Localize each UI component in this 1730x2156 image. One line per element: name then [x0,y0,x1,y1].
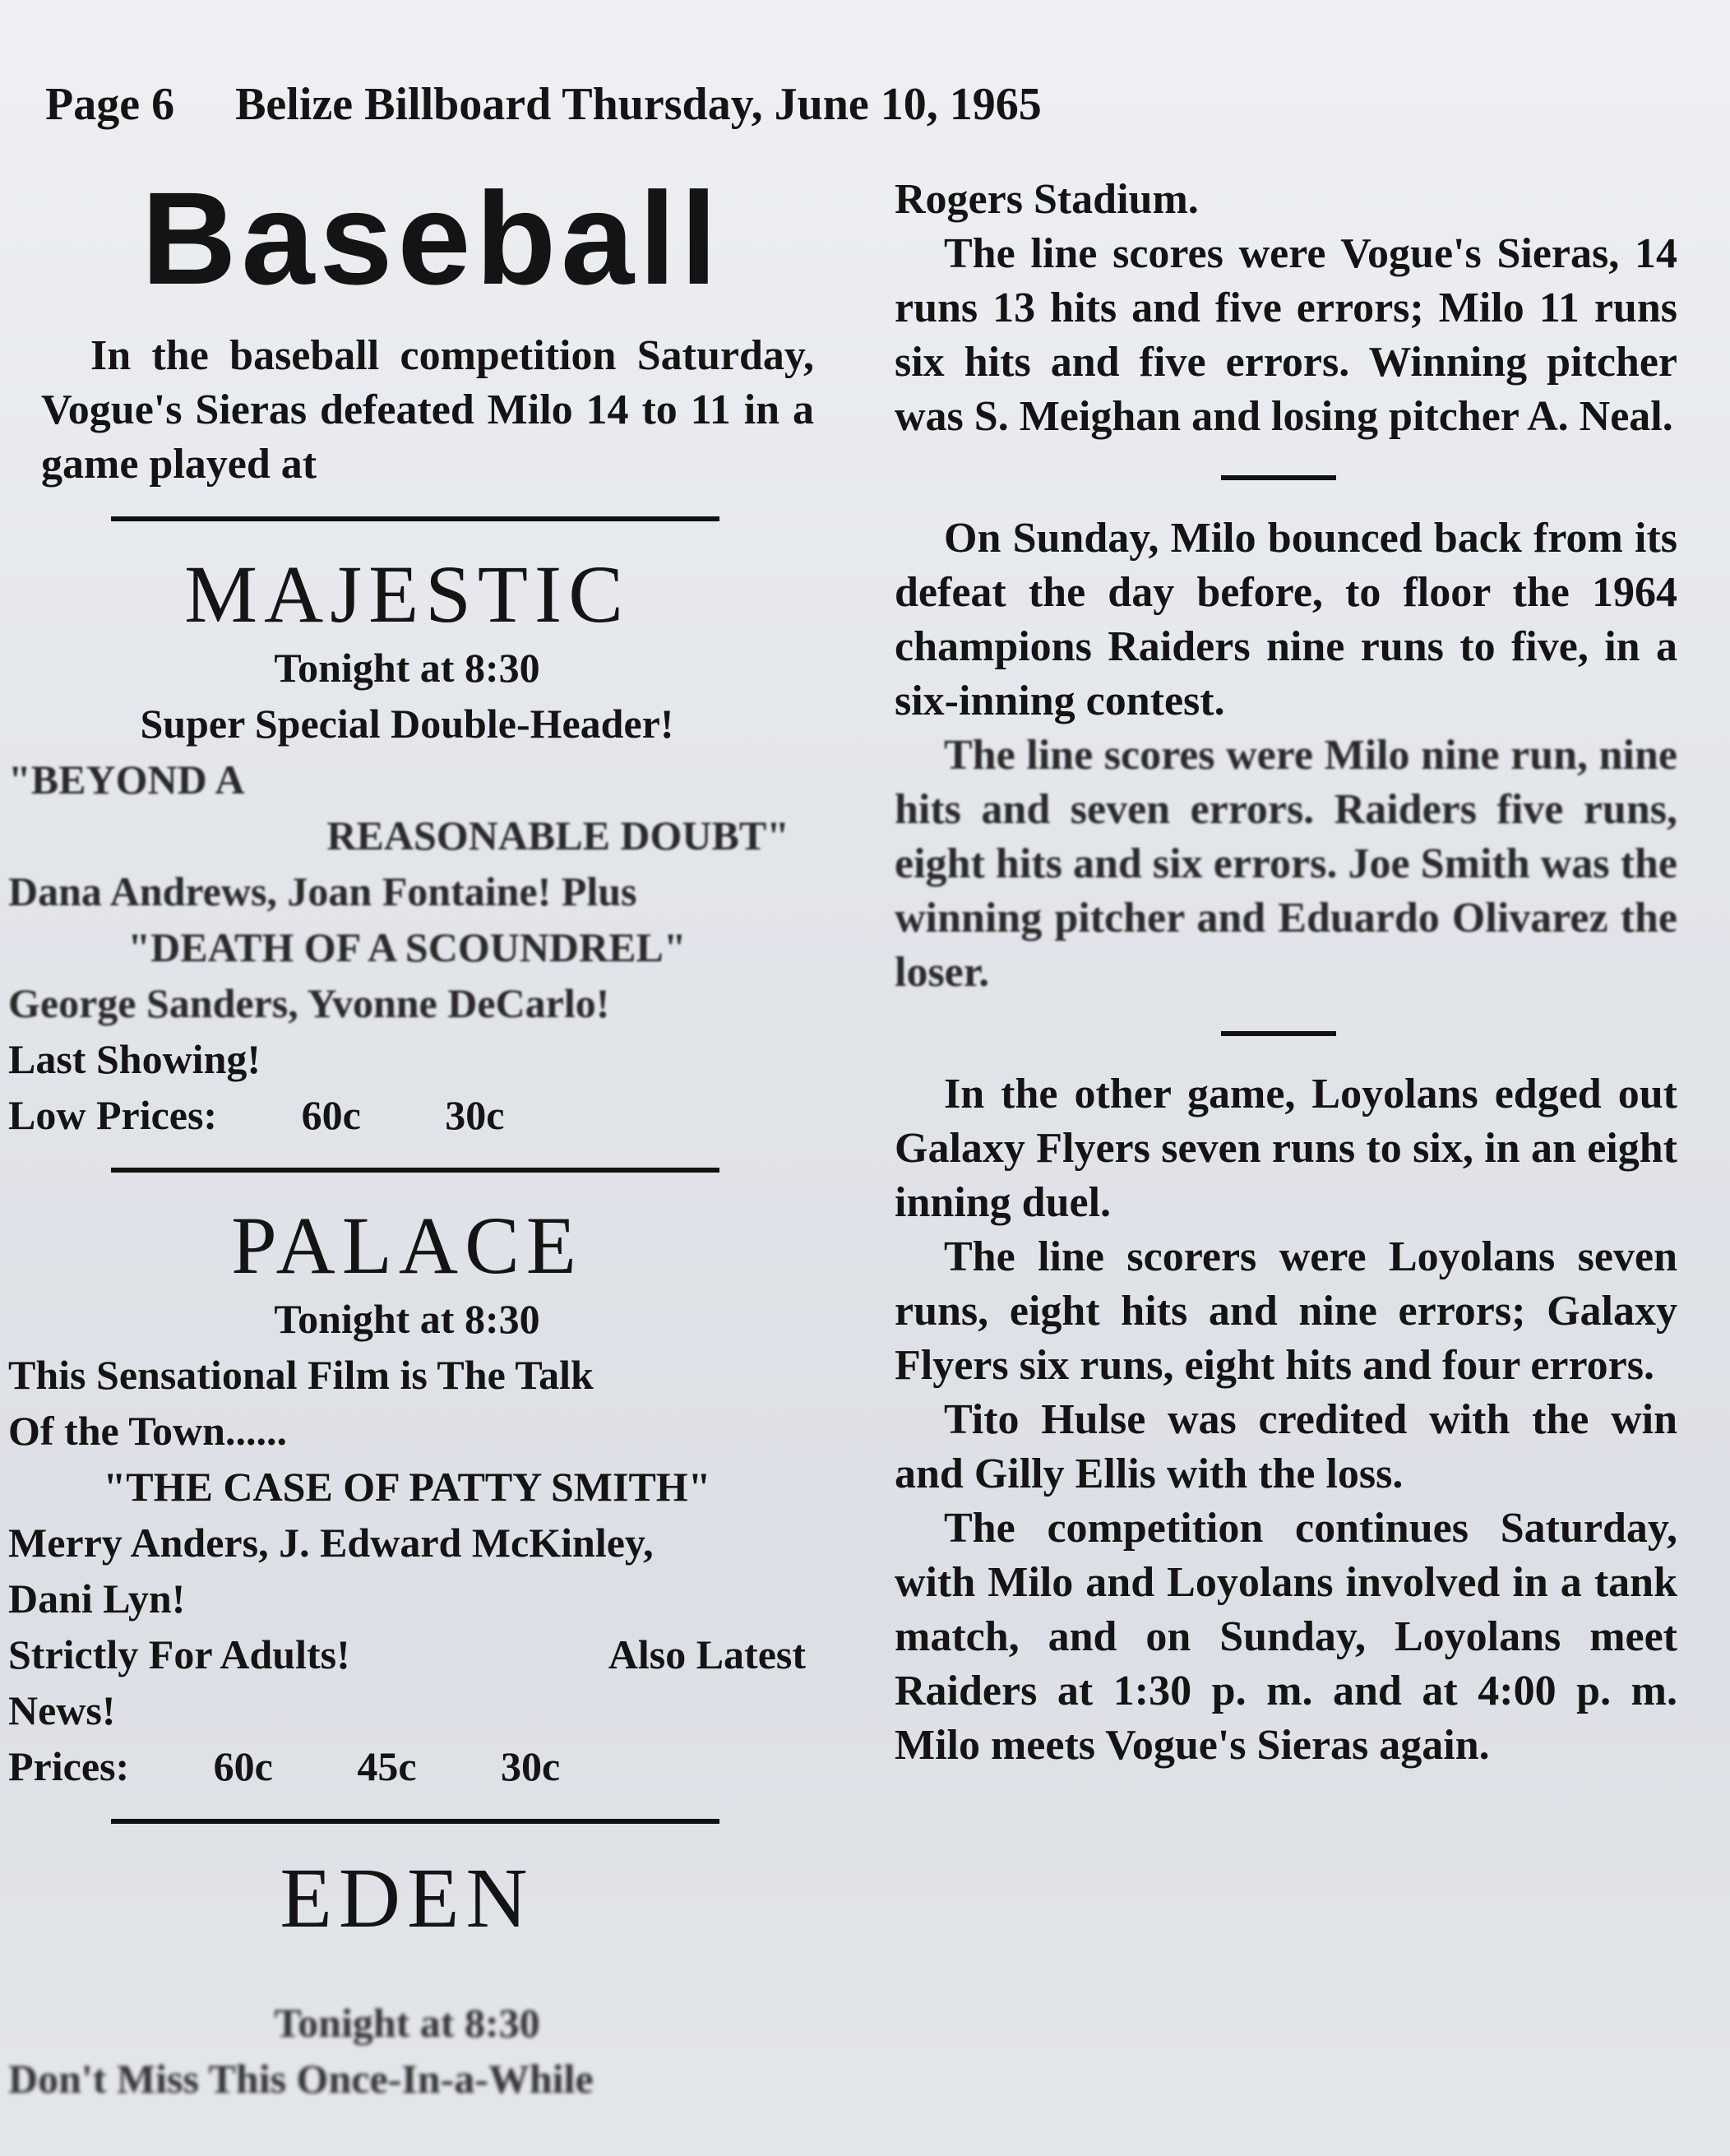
majestic-ad [8,549,822,1143]
left-column [8,164,822,2107]
palace-name: PALACE [231,1200,583,1291]
short-divider [1221,475,1336,480]
eden-name: EDEN [280,1851,534,1945]
story-p3: On Sunday, Milo bounced back from its defeat the day before, to floor the 1964 champions Raiders nine runs to five, in a six-inning contest. [895,515,1677,724]
majestic-time: Tonight at 8:30 [274,645,540,691]
eden-ad [8,1852,822,2107]
palace-price-2: 45c [357,1743,417,1789]
story-intro: In the baseball competition Saturday, Vogue's Sieras defeated Milo 14 to 11 in a game played at [41,332,814,488]
palace-prices-label: Prices: [8,1743,130,1789]
palace-adults: Strictly For Adults! [8,1631,350,1677]
palace-ad [8,1201,822,1794]
baseball-headline: Baseball [141,164,723,312]
palace-also: Also Latest [608,1631,806,1677]
majestic-film2: "DEATH OF A SCOUNDREL" [127,924,687,970]
majestic-prices [8,1087,806,1143]
page-number: Page 6 [45,79,175,130]
divider-rule [111,1168,719,1173]
majestic-last-showing: Last Showing! [8,1036,261,1082]
publication-dateline: Belize Billboard Thursday, June 10, 1965 [235,79,1042,130]
divider-rule [111,516,719,521]
story-p8: The competition continues Saturday, with Milo and Loyolans involved in a tank match, and on Sunday, Loyolans meet Raiders at 1:30 p. m. and at 4:00 p. m. Milo meets Vogue's Sieras again. [895,1505,1677,1769]
palace-price-1: 60c [213,1743,273,1789]
majestic-price-2: 30c [445,1092,505,1138]
eden-time: Tonight at 8:30 [274,2000,540,2047]
story-p4: The line scores were Milo nine run, nine hits and seven errors. Raiders five runs, eight hits and six errors. Joe Smith was the winning pitcher and Eduardo Olivarez the loser. [895,732,1677,996]
divider-rule [111,1819,719,1824]
story-p7: Tito Hulse was credited with the win and Gilly Ellis with the loss. [895,1396,1677,1497]
palace-cast2: Dani Lyn! [8,1575,186,1622]
majestic-price-1: 60c [301,1092,361,1138]
right-column [880,173,1677,1773]
story-p2: The line scores were Vogue's Sieras, 14 runs 13 hits and five errors; Milo 11 runs six hits and five errors. Winning pitcher was S. Meighan and losing pitcher A. Neal. [895,230,1677,440]
palace-line1: This Sensational Film is The Talk [8,1352,594,1398]
majestic-film1-cast: Dana Andrews, Joan Fontaine! Plus [8,868,637,914]
page-header [45,78,1196,131]
majestic-film1-part2: REASONABLE DOUBT" [326,812,789,858]
palace-price-3: 30c [501,1743,561,1789]
majestic-name: MAJESTIC [184,548,630,640]
palace-news: News! [8,1687,116,1733]
palace-adults-row [8,1626,806,1682]
story-p5: In the other game, Loyolans edged out Galaxy Flyers seven runs to six, in an eight inning duel. [895,1071,1677,1226]
majestic-prices-label: Low Prices: [8,1092,218,1138]
story-p1: Rogers Stadium. [895,176,1199,223]
short-divider [1221,1031,1336,1036]
palace-film: "THE CASE OF PATTY SMITH" [103,1464,711,1510]
majestic-film1-part1: "BEYOND A [8,756,245,803]
palace-cast1: Merry Anders, J. Edward McKinley, [8,1520,654,1566]
palace-prices [8,1738,806,1794]
story-p6: The line scorers were Loyolans seven runs, eight hits and nine errors; Galaxy Flyers six runs, eight hits and four errors. [895,1233,1677,1389]
palace-time: Tonight at 8:30 [274,1296,540,1342]
palace-line2: Of the Town...... [8,1408,287,1454]
eden-line1: Don't Miss This Once-In-a-While [8,2056,594,2103]
majestic-tagline: Super Special Double-Header! [140,701,674,747]
majestic-film2-cast: George Sanders, Yvonne DeCarlo! [8,980,610,1026]
